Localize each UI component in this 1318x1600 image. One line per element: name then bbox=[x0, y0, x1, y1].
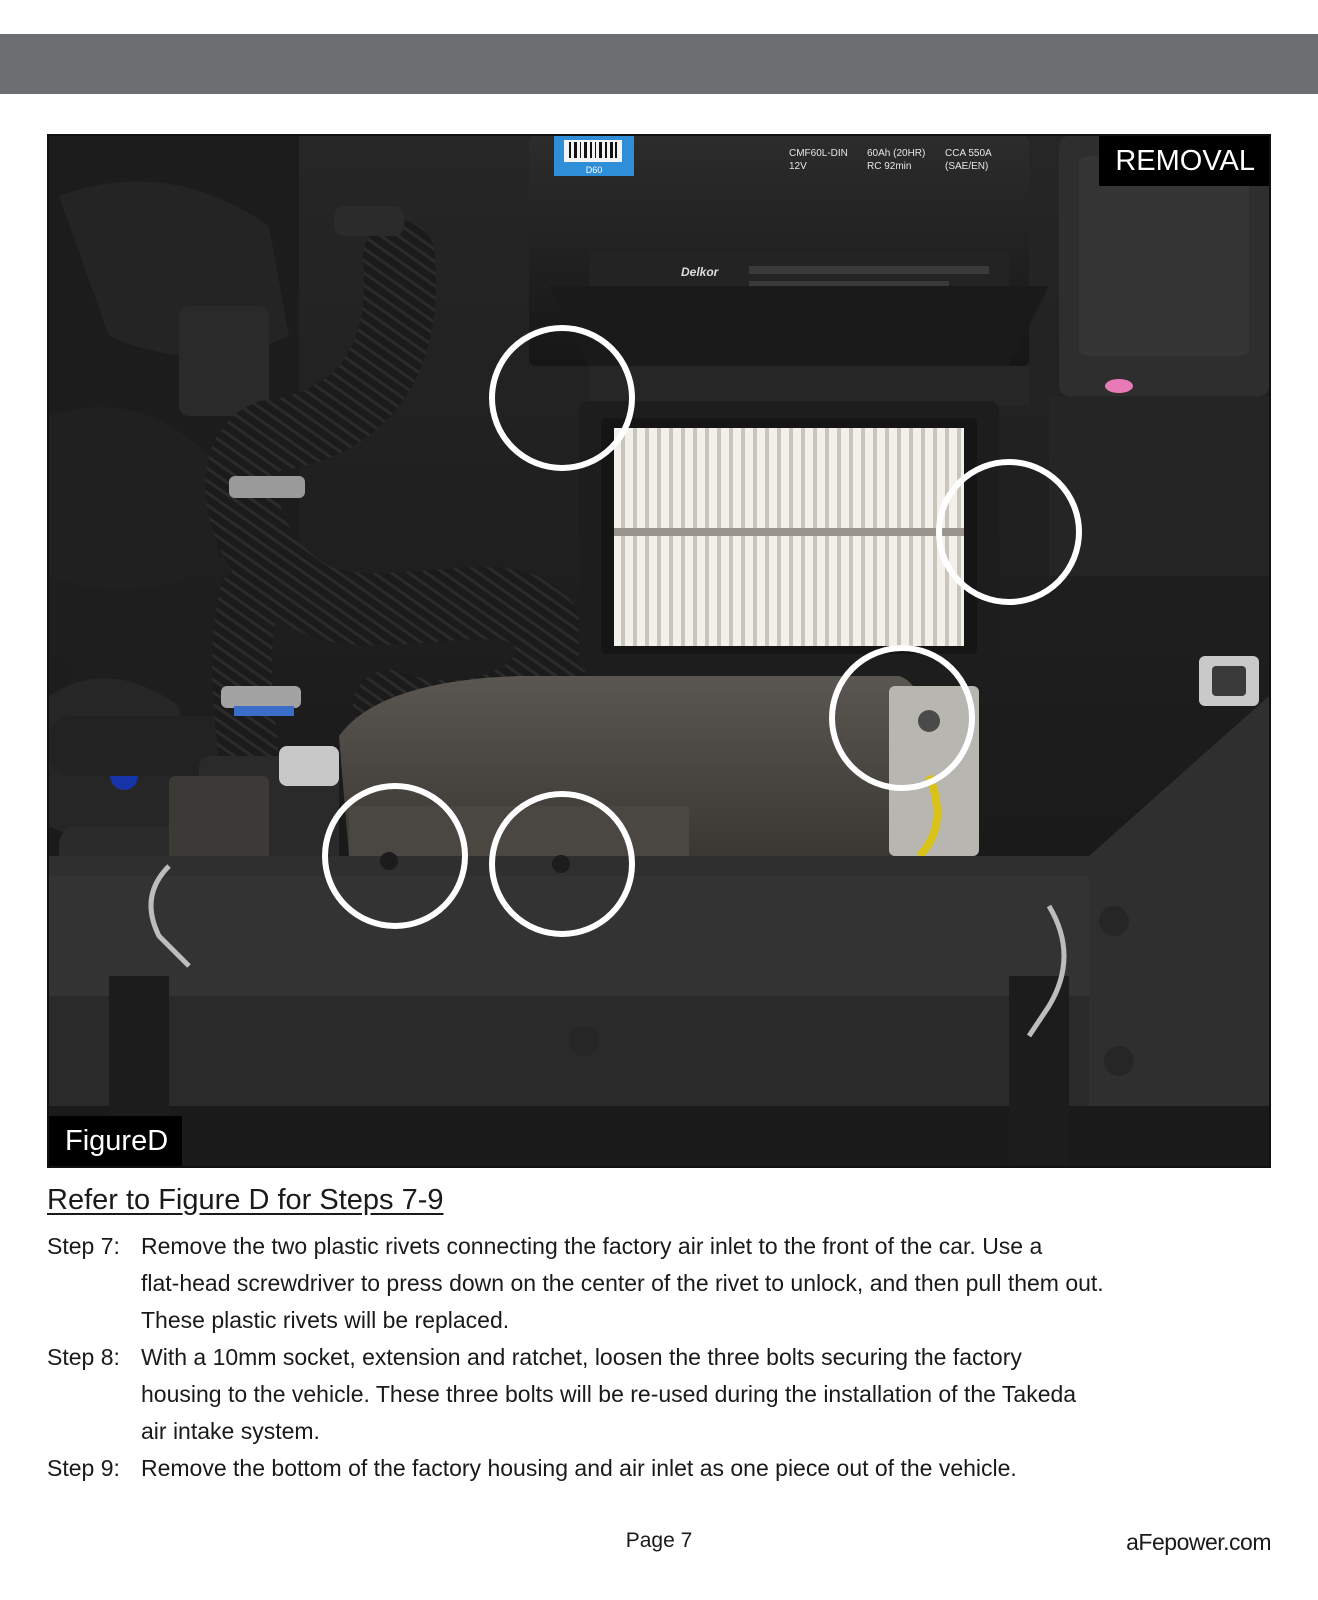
step-text: Remove the bottom of the factory housing and air inlet as one piece out of the vehicle. bbox=[141, 1455, 1017, 1481]
step-label: Step 9: bbox=[47, 1455, 120, 1481]
step-text: With a 10mm socket, extension and ratchet, loosen the three bolts securing the factory housing to the vehicle. These three bolts will be re-used during the installation of the Takeda air intake system. bbox=[141, 1344, 1077, 1444]
website-link[interactable]: aFepower.com bbox=[1126, 1529, 1271, 1555]
battery-reserve: RC 92min bbox=[867, 161, 912, 172]
step-text: Remove the two plastic rivets connecting the factory air inlet to the front of the car. Use a flat-head screwdriver to press down on the center of the rivet to unlock, and then pull them out. These plastic rivets will be replaced. bbox=[141, 1233, 1104, 1333]
battery-model: CMF60L-DIN bbox=[789, 148, 848, 159]
step-label: Step 8: bbox=[47, 1344, 120, 1370]
battery bbox=[529, 136, 1049, 406]
battery-brand: Delkor bbox=[681, 265, 719, 279]
step-7 bbox=[47, 1228, 1277, 1339]
step-9 bbox=[47, 1450, 1277, 1487]
battery-standard: (SAE/EN) bbox=[945, 161, 989, 172]
engine-bay-illustration bbox=[49, 136, 1269, 1166]
figure-caption-tag: FigureD bbox=[49, 1116, 182, 1166]
page-number: Page 7 bbox=[625, 1529, 693, 1552]
air-filter bbox=[579, 401, 999, 671]
header-band bbox=[0, 34, 1318, 94]
fuse-box bbox=[1049, 136, 1269, 576]
section-heading: Refer to Figure D for Steps 7-9 bbox=[47, 1184, 444, 1216]
removal-tag: REMOVAL bbox=[1099, 136, 1269, 186]
step-8 bbox=[47, 1339, 1277, 1450]
battery-voltage: 12V bbox=[789, 161, 807, 172]
battery-barcode-text: D60 bbox=[585, 165, 603, 175]
step-label: Step 7: bbox=[47, 1233, 120, 1259]
steps-list bbox=[47, 1228, 1277, 1487]
battery-cca: CCA 550A bbox=[945, 148, 992, 159]
battery-capacity: 60Ah (20HR) bbox=[867, 148, 926, 159]
figure-d-photo bbox=[47, 134, 1271, 1168]
